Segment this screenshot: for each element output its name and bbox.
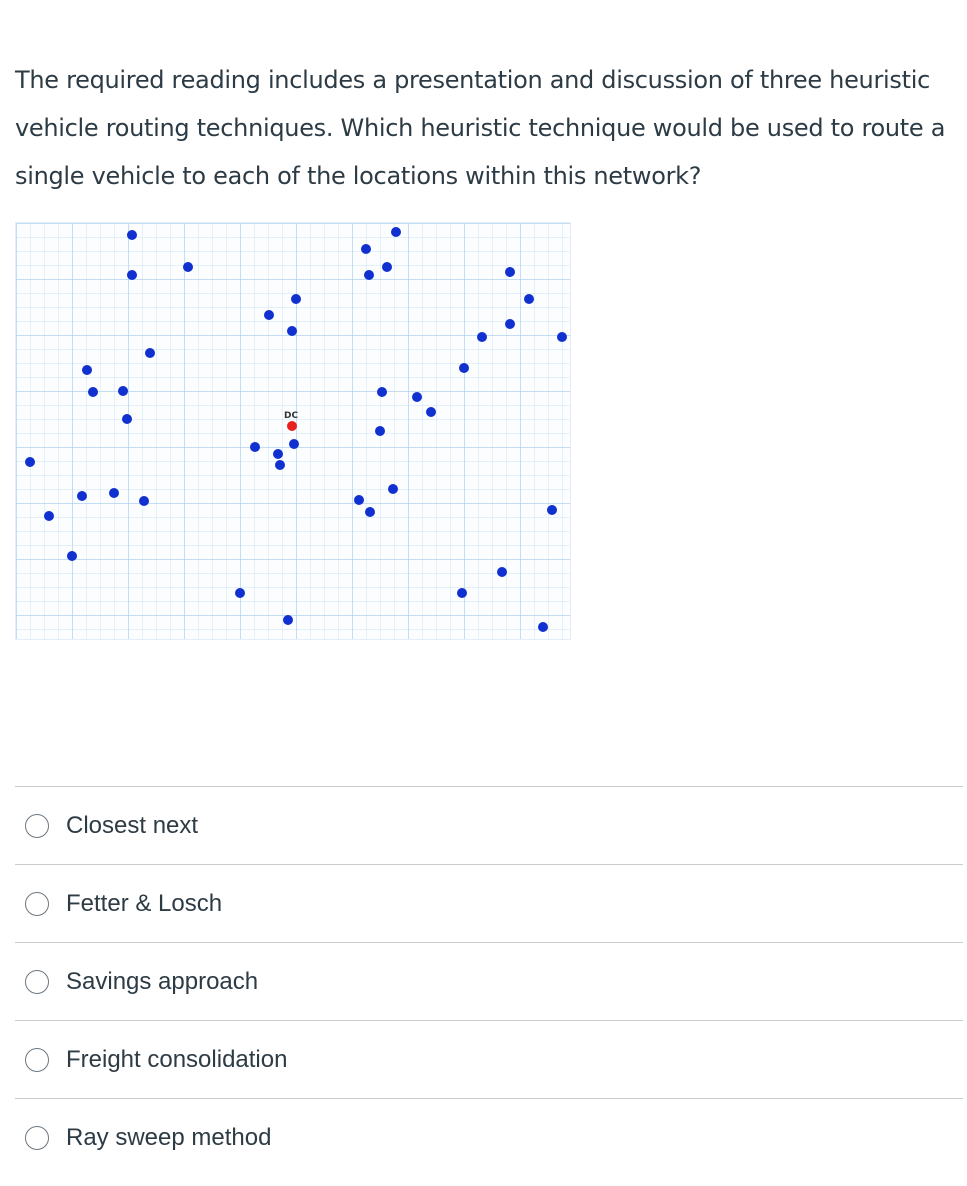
location-point — [287, 326, 297, 336]
location-point — [505, 319, 515, 329]
radio-button[interactable] — [25, 1048, 49, 1072]
location-point — [388, 484, 398, 494]
location-point — [524, 294, 534, 304]
location-point — [505, 267, 515, 277]
location-point — [67, 551, 77, 561]
location-point — [457, 588, 467, 598]
location-point — [375, 426, 385, 436]
radio-button[interactable] — [25, 970, 49, 994]
location-point — [361, 244, 371, 254]
answer-label: Savings approach — [66, 967, 259, 995]
location-point — [145, 348, 155, 358]
location-point — [283, 615, 293, 625]
location-point — [382, 262, 392, 272]
question-line-2: vehicle routing techniques. Which heuristic technique would be used to route a — [15, 114, 946, 142]
radio-button[interactable] — [25, 1126, 49, 1150]
location-point — [289, 439, 299, 449]
location-point — [82, 365, 92, 375]
location-point — [391, 227, 401, 237]
answer-label: Closest next — [66, 811, 199, 839]
location-point — [291, 294, 301, 304]
answer-option-freight-consolidation[interactable] — [15, 1020, 963, 1098]
radio-button[interactable] — [25, 814, 49, 838]
location-point — [364, 270, 374, 280]
location-point — [88, 387, 98, 397]
location-points — [25, 227, 567, 632]
location-point — [183, 262, 193, 272]
answer-label: Fetter & Losch — [66, 889, 223, 917]
location-point — [127, 230, 137, 240]
question-line-3: single vehicle to each of the locations within this network? — [15, 162, 702, 190]
location-point — [365, 507, 375, 517]
location-point — [127, 270, 137, 280]
location-point — [118, 386, 128, 396]
location-point — [426, 407, 436, 417]
location-point — [109, 488, 119, 498]
location-point — [264, 310, 274, 320]
answer-option-closest-next[interactable] — [15, 786, 963, 864]
location-point — [538, 622, 548, 632]
location-point — [275, 460, 285, 470]
network-map-image — [15, 222, 571, 640]
question-line-1: The required reading includes a presentation and discussion of three heuristic — [15, 66, 930, 94]
answer-option-fetter-losch[interactable] — [15, 864, 963, 942]
location-point — [557, 332, 567, 342]
location-point — [235, 588, 245, 598]
location-point — [477, 332, 487, 342]
answer-label: Freight consolidation — [66, 1045, 288, 1073]
answer-option-savings-approach[interactable] — [15, 942, 963, 1020]
location-point — [547, 505, 557, 515]
radio-button[interactable] — [25, 892, 49, 916]
location-point — [459, 363, 469, 373]
answer-option-ray-sweep-method[interactable] — [15, 1098, 963, 1176]
dc-point — [287, 421, 297, 431]
location-point — [25, 457, 35, 467]
location-point — [250, 442, 260, 452]
location-point — [44, 511, 54, 521]
location-point — [412, 392, 422, 402]
answer-list — [15, 786, 963, 1176]
dc-label: DC — [284, 411, 299, 421]
location-point — [377, 387, 387, 397]
answer-label: Ray sweep method — [66, 1123, 272, 1151]
location-point — [122, 414, 132, 424]
location-point — [139, 496, 149, 506]
location-point — [77, 491, 87, 501]
location-point — [497, 567, 507, 577]
location-point — [354, 495, 364, 505]
location-point — [273, 449, 283, 459]
